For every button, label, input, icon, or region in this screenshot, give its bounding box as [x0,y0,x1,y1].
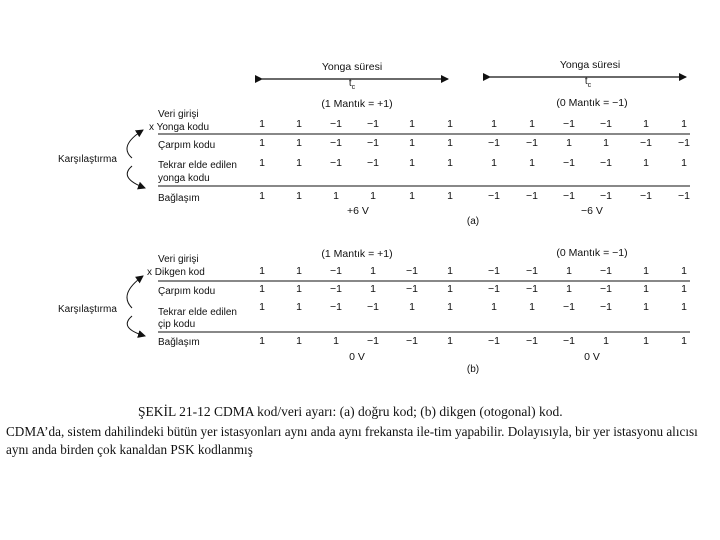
panel-a-row-code-cell: 1 [491,118,497,130]
panel-a-row-correlation-cell: 1 [296,190,302,202]
panel-a-row-code-cell: −1 [563,118,575,130]
panel-b-row-correlation-cell: −1 [563,335,575,347]
panel-a-row-correlation-cell: −1 [488,190,500,202]
panel-a-row-product-cell: −1 [367,137,379,149]
panel-a-row-recovered-cell: 1 [296,157,302,169]
panel-a-row-correlation-cell: 1 [447,190,453,202]
panel-a-row-code-cell: 1 [259,118,265,130]
panel-a-row-product-cell: −1 [526,137,538,149]
panel-a [58,97,690,227]
panel-a-row-recovered-cell: −1 [563,157,575,169]
panel-a-row-label-correlation: Bağlaşım [158,193,200,204]
panel-b-comparison-arrow-down [127,316,145,336]
panel-b-row-product-cell: −1 [600,283,612,295]
panel-a-row-recovered-cell: −1 [367,157,379,169]
panel-a-row-recovered-cell: 1 [259,157,265,169]
panel-a-comparison-arrow-up [127,130,143,158]
panel-a-row-correlation-cell: 1 [333,190,339,202]
panel-b-row-correlation-cell: 1 [447,335,453,347]
panel-b-row-product [259,283,687,295]
panel-b-row-correlation-cell: −1 [406,335,418,347]
panel-a-row-recovered-cell: 1 [643,157,649,169]
panel-b-row-correlation [259,335,687,347]
panel-b-row-correlation-cell: −1 [526,335,538,347]
panel-a-row-code-cell: 1 [643,118,649,130]
panel-b [58,247,690,375]
panel-a-row-label-recovered-2: yonga kodu [158,173,210,184]
panel-b-row-recovered-cell: 1 [529,301,535,313]
panel-b-row-product-cell: 1 [643,283,649,295]
panel-a-row-code-cell: 1 [529,118,535,130]
panel-b-row-product-cell: 1 [681,283,687,295]
panel-b-row-product-cell: −1 [330,283,342,295]
panel-b-row-recovered-cell: 1 [296,301,302,313]
panel-a-row-code [259,118,687,130]
panel-b-row-label-correlation: Bağlaşım [158,337,200,348]
panel-b-row-product-cell: 1 [447,283,453,295]
panel-a-label: (a) [466,216,480,227]
panel-a-row-product-cell: −1 [330,137,342,149]
panel-a-result-left: +6 V [347,205,369,217]
panel-b-row-recovered-cell: 1 [681,301,687,313]
body-paragraph: CDMA’da, sistem dahilindeki bütün yer istasyonları aynı anda aynı frekansta ile-tim yapabilir. Dolayısıyla, bir yer istasyonu alıcısı aynı anda birden çok kanaldan PSK kodlanmış [6,424,698,457]
tc-symbol-left: $t_c$ [348,78,356,91]
chip-duration-label-left: Yonga süresi [321,61,383,73]
panel-b-row-label-recovered-1: Tekrar elde edilen [158,307,237,318]
panel-b-row-code-cell: 1 [296,265,302,277]
panel-b-row-code-cell: −1 [406,265,418,277]
panel-b-row-recovered-cell: 1 [447,301,453,313]
panel-a-row-correlation-cell: −1 [600,190,612,202]
figure-caption: ŞEKİL 21-12 CDMA kod/veri ayarı: (a) doğru kod; (b) dikgen (otogonal) kod. [138,404,563,419]
panel-a-row-code-cell: −1 [367,118,379,130]
panel-b-label: (b) [466,364,480,375]
panel-b-row-code-cell: 1 [370,265,376,277]
panel-b-row-correlation-cell: 1 [681,335,687,347]
panel-b-row-correlation-cell: −1 [367,335,379,347]
panel-a-row-correlation-cell: −1 [526,190,538,202]
panel-a-row-product-cell: 1 [296,137,302,149]
panel-a-row-product-cell: 1 [447,137,453,149]
panel-b-row-product-cell: 1 [259,283,265,295]
panel-b-row-recovered-cell: −1 [563,301,575,313]
panel-b-row-label-product: Çarpım kodu [158,286,216,297]
panel-a-row-product-cell: 1 [259,137,265,149]
panel-b-row-label-code: x Dikgen kod [147,267,205,278]
panel-b-row-product-cell: −1 [526,283,538,295]
panel-a-row-product-cell: −1 [640,137,652,149]
panel-b-row-recovered-cell: 1 [643,301,649,313]
panel-a-row-code-cell: −1 [330,118,342,130]
panel-a-row-code-cell: 1 [447,118,453,130]
panel-b-row-code-cell: −1 [488,265,500,277]
panel-b-row-recovered-cell: 1 [259,301,265,313]
panel-a-row-recovered-cell: 1 [409,157,415,169]
panel-a-row-code-cell: 1 [681,118,687,130]
panel-a-row-label-recovered-1: Tekrar elde edilen [158,160,237,171]
panel-a-row-recovered-cell: 1 [529,157,535,169]
panel-b-row-correlation-cell: −1 [488,335,500,347]
panel-b-row-product-cell: 1 [296,283,302,295]
panel-a-row-recovered [259,157,687,169]
panel-b-result-right: 0 V [584,351,600,363]
panel-b-row-code-cell: 1 [681,265,687,277]
panel-b-row-label-recovered-2: çip kodu [158,319,196,330]
panel-b-row-code-cell: −1 [526,265,538,277]
panel-b-row-correlation-cell: 1 [259,335,265,347]
panel-a-row-product-cell: −1 [678,137,690,149]
panel-b-row-product-cell: 1 [566,283,572,295]
panel-a-row-label-data: Veri girişi [158,109,199,120]
panel-b-row-code-cell: 1 [259,265,265,277]
panel-b-row-product-cell: 1 [370,283,376,295]
panel-b-comparison-arrow-up [127,276,143,308]
panel-b-row-correlation-cell: 1 [643,335,649,347]
panel-a-header-right: (0 Mantık = −1) [556,97,628,109]
panel-b-row-recovered-cell: 1 [491,301,497,313]
panel-a-comparison-label: Karşılaştırma [58,154,117,165]
panel-a-row-product-cell: −1 [488,137,500,149]
panel-b-row-correlation-cell: 1 [333,335,339,347]
panel-b-row-code-cell: −1 [330,265,342,277]
panel-b-row-label-data: Veri girişi [158,254,199,265]
panel-a-row-code-cell: 1 [409,118,415,130]
panel-b-row-recovered-cell: −1 [330,301,342,313]
chip-duration-label-right: Yonga süresi [559,59,621,71]
panel-a-row-code-cell: 1 [296,118,302,130]
panel-a-row-correlation-cell: −1 [640,190,652,202]
panel-b-row-recovered-cell: −1 [600,301,612,313]
panel-a-row-recovered-cell: 1 [681,157,687,169]
panel-a-row-product-cell: 1 [566,137,572,149]
panel-a-row-recovered-cell: 1 [447,157,453,169]
panel-a-row-product [259,137,690,149]
panel-b-row-product-cell: −1 [406,283,418,295]
panel-a-row-product-cell: 1 [603,137,609,149]
panel-a-row-recovered-cell: −1 [330,157,342,169]
panel-b-row-code [259,265,687,277]
panel-a-row-product-cell: 1 [409,137,415,149]
panel-b-header-right: (0 Mantık = −1) [556,247,628,259]
panel-b-row-code-cell: 1 [643,265,649,277]
panel-b-row-recovered [259,301,687,313]
panel-b-row-code-cell: −1 [600,265,612,277]
panel-a-row-label-code: x Yonga kodu [149,122,210,133]
panel-b-comparison-label: Karşılaştırma [58,304,117,315]
panel-b-header-left: (1 Mantık = +1) [321,248,393,260]
panel-a-row-correlation [259,190,690,202]
panel-b-row-correlation-cell: 1 [296,335,302,347]
panel-b-row-recovered-cell: 1 [409,301,415,313]
panel-a-row-correlation-cell: 1 [259,190,265,202]
panel-b-row-product-cell: −1 [488,283,500,295]
panel-a-row-correlation-cell: 1 [370,190,376,202]
panel-a-row-label-product: Çarpım kodu [158,140,216,151]
panel-a-row-correlation-cell: −1 [678,190,690,202]
panel-a-header-left: (1 Mantık = +1) [321,98,393,110]
panel-a-row-correlation-cell: −1 [563,190,575,202]
panel-b-row-correlation-cell: 1 [603,335,609,347]
panel-a-row-correlation-cell: 1 [409,190,415,202]
panel-b-result-left: 0 V [349,351,365,363]
panel-b-row-code-cell: 1 [566,265,572,277]
panel-a-row-recovered-cell: −1 [600,157,612,169]
panel-a-row-code-cell: −1 [600,118,612,130]
panel-a-result-right: −6 V [581,205,603,217]
panel-b-row-recovered-cell: −1 [367,301,379,313]
panel-a-comparison-arrow-down [127,166,145,188]
panel-b-row-code-cell: 1 [447,265,453,277]
panel-a-row-recovered-cell: 1 [491,157,497,169]
tc-symbol-right: $t_c$ [584,76,592,89]
